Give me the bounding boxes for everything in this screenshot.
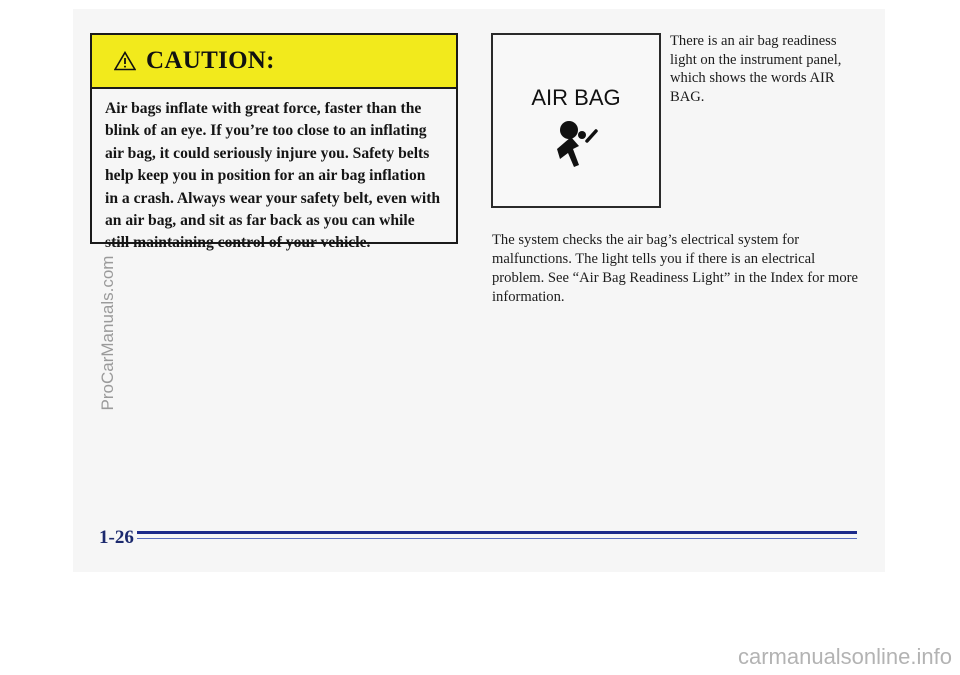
- caution-title: CAUTION:: [146, 47, 275, 74]
- airbag-indicator-illustration: [491, 33, 661, 208]
- bottom-watermark: carmanualsonline.info: [737, 644, 952, 669]
- airbag-indicator-label: AIR BAG: [531, 85, 621, 110]
- footer-rule-thin: [137, 538, 857, 539]
- caution-header: [92, 35, 456, 89]
- system-check-text: The system checks the air bag’s electrical system for malfunctions. The light tells you if there is an electrical problem. See “Air Bag Readiness Light” in the Index for more information.: [492, 232, 858, 305]
- footer-rule: [137, 531, 857, 534]
- warning-triangle-icon: [114, 51, 136, 71]
- readiness-light-text: There is an air bag readiness light on the instrument panel, which shows the words AIR BAG.: [670, 33, 842, 105]
- caution-text: Air bags inflate with great force, faster than the blink of an eye. If you’re too close to an inflating air bag, it could seriously injure you. Safety belts help keep you in position for an air bag inflation in a crash. Always wear your safety belt, even with an air bag, and sit as far back as you can while still maintaining control of your vehicle.: [105, 100, 441, 252]
- airbag-occupant-icon: [549, 119, 605, 171]
- caution-box: [90, 33, 458, 252]
- side-watermark: ProCarManuals.com: [98, 255, 117, 411]
- page-number: 1-26: [99, 527, 134, 548]
